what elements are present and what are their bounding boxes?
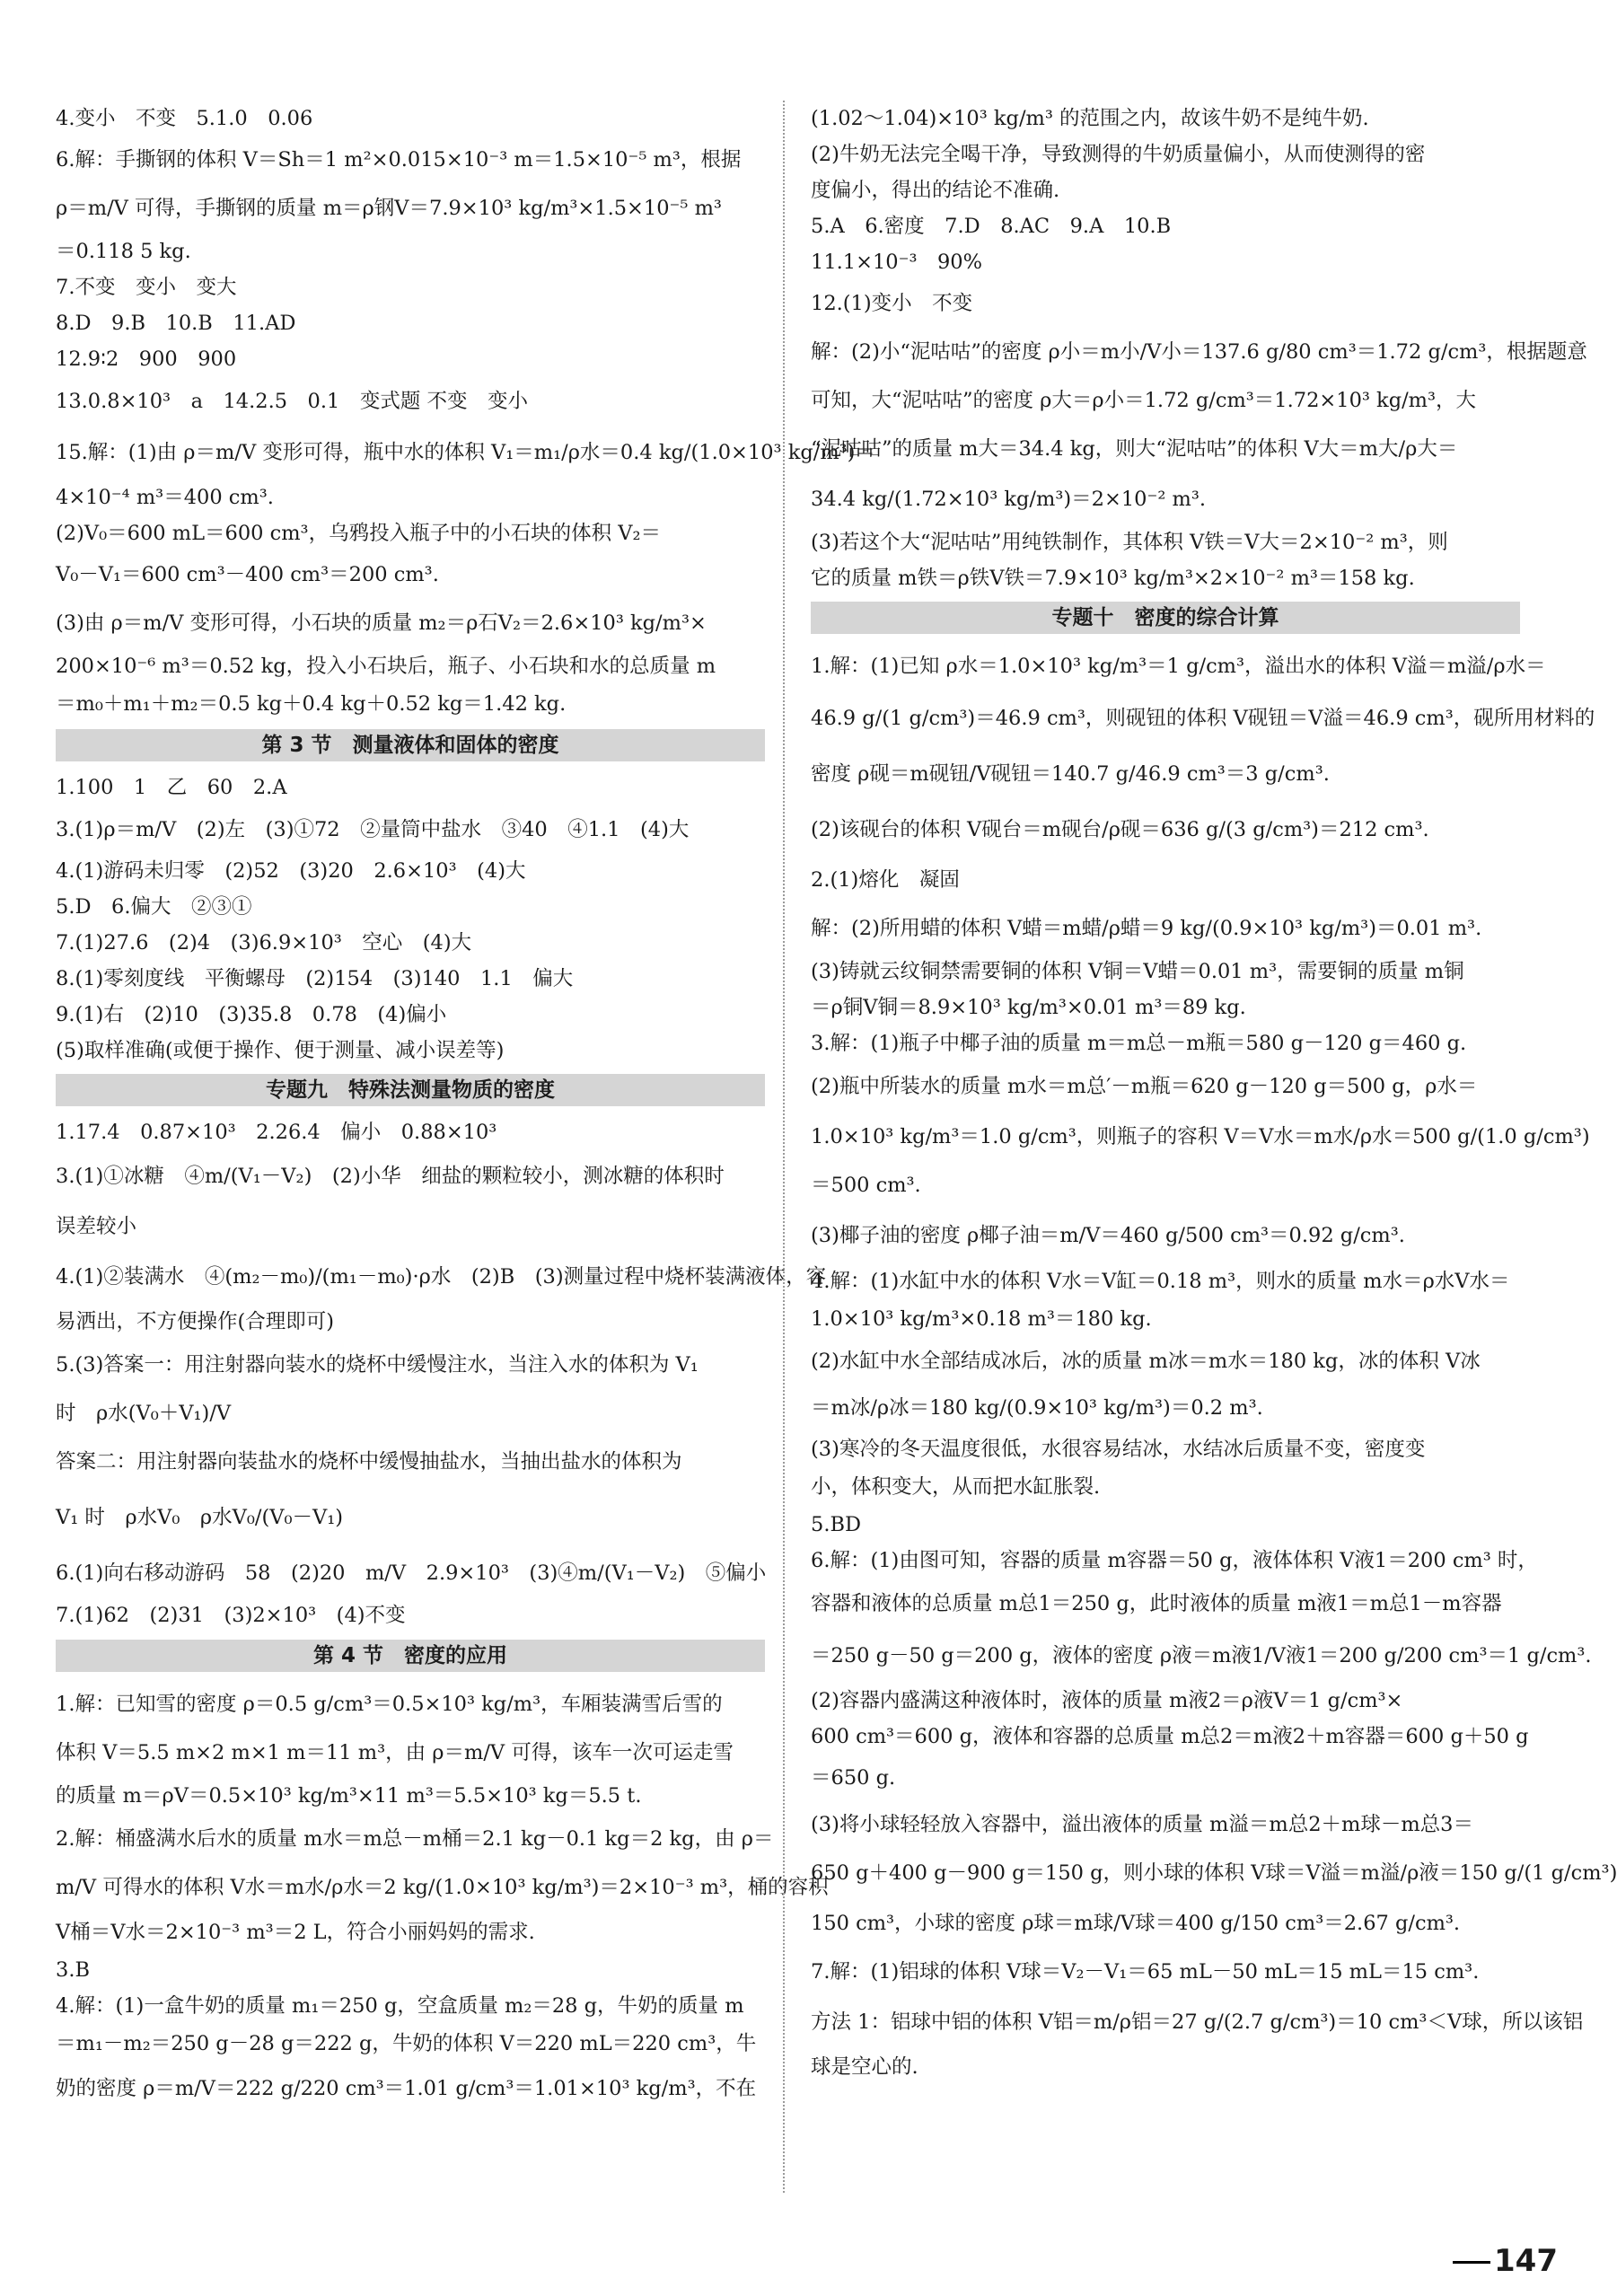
answer-line: 2.解：桶盛满水后水的质量 m水＝m总－m桶＝2.1 kg－0.1 kg＝2 kg，由 ρ＝ — [56, 1827, 774, 1851]
answer-line: (2)容器内盛满这种液体时，液体的质量 m液2＝ρ液V＝1 g/cm³× — [811, 1689, 1403, 1712]
answer-line: 34.4 kg/(1.72×10³ kg/m³)＝2×10⁻² m³. — [811, 488, 1207, 511]
answer-line: (3)椰子油的密度 ρ椰子油＝m/V＝460 g/500 cm³＝0.92 g/cm³. — [811, 1224, 1405, 1247]
answer-line: 3.(1)①冰糖 ④m/(V₁－V₂) (2)小华 细盐的颗粒较小，测冰糖的体积时 — [56, 1165, 725, 1188]
answer-line: 7.(1)27.6 (2)4 (3)6.9×10³ 空心 (4)大 — [56, 931, 472, 954]
answer-line: (3)寒冷的冬天温度很低，水很容易结冰，水结冰后质量不变，密度变 — [811, 1438, 1426, 1461]
answer-line: 8.(1)零刻度线 平衡螺母 (2)154 (3)140 1.1 偏大 — [56, 967, 574, 990]
answer-line: (3)若这个大“泥咕咕”用纯铁制作，其体积 V铁＝V大＝2×10⁻² m³，则 — [811, 531, 1448, 554]
answer-line: 5.(3)答案一：用注射器向装水的烧杯中缓慢注水，当注入水的体积为 V₁ — [56, 1353, 699, 1377]
answer-line: 密度 ρ砚＝m砚钮/V砚钮＝140.7 g/46.9 cm³＝3 g/cm³. — [811, 762, 1330, 786]
answer-line: 6.(1)向右移动游码 58 (2)20 m/V 2.9×10³ (3)④m/(V₁－V₂) ⑤偏小 — [56, 1561, 767, 1585]
answer-line: 1.17.4 0.87×10³ 2.26.4 偏小 0.88×10³ — [56, 1121, 497, 1144]
answer-line: 7.解：(1)铝球的体积 V球＝V₂－V₁＝65 mL－50 mL＝15 mL＝15 cm³. — [811, 1960, 1480, 1984]
answer-line: 11.1×10⁻³ 90% — [811, 251, 982, 274]
answer-line: ＝m₁－m₂＝250 g－28 g＝222 g，牛奶的体积 V＝220 mL＝220 cm³，牛 — [56, 2032, 757, 2055]
answer-line: 46.9 g/(1 g/cm³)＝46.9 cm³，则砚钮的体积 V砚钮＝V溢＝46.9 cm³，砚所用材料的 — [811, 707, 1595, 730]
answer-line: V₀－V₁＝600 cm³－400 cm³＝200 cm³. — [56, 563, 439, 586]
answer-line: 9.(1)右 (2)10 (3)35.8 0.78 (4)偏小 — [56, 1003, 447, 1026]
answer-line: V桶＝V水＝2×10⁻³ m³＝2 L，符合小丽妈妈的需求. — [56, 1921, 535, 1944]
answer-line: 4.(1)游码未归零 (2)52 (3)20 2.6×10³ (4)大 — [56, 859, 526, 883]
answer-line: 4×10⁻⁴ m³＝400 cm³. — [56, 486, 274, 509]
answer-line: (1.02～1.04)×10³ kg/m³ 的范围之内，故该牛奶不是纯牛奶. — [811, 107, 1369, 130]
answer-line: 奶的密度 ρ＝m/V＝222 g/220 cm³＝1.01 g/cm³＝1.01×10³ kg/m³，不在 — [56, 2077, 757, 2100]
answer-line: ＝500 cm³. — [811, 1174, 921, 1197]
page-number: 147 — [1453, 2243, 1558, 2279]
answer-line: 方法 1：铝球中铝的体积 V铝＝m/ρ铝＝27 g/(2.7 g/cm³)＝10 cm³＜V球，所以该铝 — [811, 2010, 1584, 2034]
answer-line: 650 g＋400 g－900 g＝150 g，则小球的体积 V球＝V溢＝m溢/ρ液＝150 g/(1 g/cm³) — [811, 1861, 1617, 1885]
answer-line: 5.D 6.偏大 ②③① — [56, 895, 252, 919]
section-heading: 第 4 节 密度的应用 — [56, 1640, 765, 1672]
answer-line: (3)将小球轻轻放入容器中，溢出液体的质量 m溢＝m总2＋m球－m总3＝ — [811, 1813, 1473, 1836]
answer-line: 3.解：(1)瓶子中椰子油的质量 m＝m总－m瓶＝580 g－120 g＝460 g. — [811, 1032, 1467, 1055]
answer-line: ＝m₀＋m₁＋m₂＝0.5 kg＋0.4 kg＋0.52 kg＝1.42 kg. — [56, 692, 567, 716]
answer-line: V₁ 时 ρ水V₀ ρ水V₀/(V₀－V₁) — [56, 1506, 344, 1529]
answer-line: ＝650 g. — [811, 1766, 896, 1790]
answer-line: 8.D 9.B 10.B 11.AD — [56, 312, 296, 335]
answer-line: 4.解：(1)一盒牛奶的质量 m₁＝250 g，空盒质量 m₂＝28 g，牛奶的质量 m — [56, 1994, 744, 2018]
answer-line: 1.解：已知雪的密度 ρ＝0.5 g/cm³＝0.5×10³ kg/m³，车厢装满雪后雪的 — [56, 1693, 723, 1716]
answer-line: (3)铸就云纹铜禁需要铜的体积 V铜＝V蜡＝0.01 m³，需要铜的质量 m铜 — [811, 960, 1464, 983]
answer-line: 2.(1)熔化 凝固 — [811, 868, 960, 892]
answer-line: (3)由 ρ＝m/V 变形可得，小石块的质量 m₂＝ρ石V₂＝2.6×10³ kg/m³× — [56, 611, 707, 635]
answer-line: 6.解：手撕钢的体积 V＝Sh＝1 m²×0.015×10⁻³ m＝1.5×10⁻⁵ m³，根据 — [56, 148, 742, 172]
answer-line: 4.(1)②装满水 ④(m₂－m₀)/(m₁－m₀)·ρ水 (2)B (3)测量过程中烧杯装满液体，容 — [56, 1265, 827, 1289]
answer-line: (2)牛奶无法完全喝干净，导致测得的牛奶质量偏小，从而使测得的密 — [811, 143, 1426, 166]
answer-line: 4.变小 不变 5.1.0 0.06 — [56, 107, 313, 130]
answer-line: ＝m冰/ρ冰＝180 kg/(0.9×10³ kg/m³)＝0.2 m³. — [811, 1396, 1263, 1420]
answer-line: 12.9∶2 900 900 — [56, 347, 237, 371]
answer-line: 的质量 m＝ρV＝0.5×10³ kg/m³×11 m³＝5.5×10³ kg＝5.5 t. — [56, 1784, 642, 1808]
answer-line: 答案二：用注射器向装盐水的烧杯中缓慢抽盐水，当抽出盐水的体积为 — [56, 1450, 682, 1473]
answer-line: 误差较小 — [56, 1215, 137, 1238]
answer-line: ρ＝m/V 可得，手撕钢的质量 m＝ρ钢V＝7.9×10³ kg/m³×1.5×10⁻⁵ m³ — [56, 197, 722, 220]
answer-line: 6.解：(1)由图可知，容器的质量 m容器＝50 g，液体体积 V液1＝200 cm³ 时， — [811, 1549, 1538, 1572]
answer-line: 1.0×10³ kg/m³＝1.0 g/cm³，则瓶子的容积 V＝V水＝m水/ρ水＝500 g/(1.0 g/cm³) — [811, 1125, 1590, 1148]
answer-line: 容器和液体的总质量 m总1＝250 g，此时液体的质量 m液1＝m总1－m容器 — [811, 1592, 1502, 1615]
answer-line: (2)V₀＝600 mL＝600 cm³，乌鸦投入瓶子中的小石块的体积 V₂＝ — [56, 522, 661, 545]
answer-line: 球是空心的. — [811, 2055, 918, 2079]
answer-line: 1.0×10³ kg/m³×0.18 m³＝180 kg. — [811, 1307, 1152, 1331]
answer-line: (2)水缸中水全部结成冰后，冰的质量 m冰＝m水＝180 kg，冰的体积 V冰 — [811, 1350, 1481, 1373]
answer-line: 3.B — [56, 1958, 91, 1982]
answer-line: 5.BD — [811, 1513, 862, 1536]
answer-line: 200×10⁻⁶ m³＝0.52 kg，投入小石块后，瓶子、小石块和水的总质量 m — [56, 655, 716, 678]
answer-line: 解：(2)所用蜡的体积 V蜡＝m蜡/ρ蜡＝9 kg/(0.9×10³ kg/m³)＝0.01 m³. — [811, 917, 1482, 940]
answer-line: (2)该砚台的体积 V砚台＝m砚台/ρ砚＝636 g/(3 g/cm³)＝212 cm³. — [811, 818, 1429, 841]
answer-line: 1.解：(1)已知 ρ水＝1.0×10³ kg/m³＝1 g/cm³，溢出水的体积 V溢＝m溢/ρ水＝ — [811, 655, 1546, 678]
answer-line: 3.(1)ρ＝m/V (2)左 (3)①72 ②量筒中盐水 ③40 ④1.1 (4)大 — [56, 818, 690, 841]
answer-line: 7.(1)62 (2)31 (3)2×10³ (4)不变 — [56, 1604, 406, 1627]
column-divider — [783, 101, 785, 2193]
section-heading: 第 3 节 测量液体和固体的密度 — [56, 729, 765, 761]
answer-line: 4.解：(1)水缸中水的体积 V水＝V缸＝0.18 m³，则水的质量 m水＝ρ水V水＝ — [811, 1270, 1510, 1293]
answer-line: 时 ρ水(V₀＋V₁)/V — [56, 1402, 232, 1425]
answer-line: 12.(1)变小 不变 — [811, 292, 973, 315]
answer-line: 15.解：(1)由 ρ＝m/V 变形可得，瓶中水的体积 V₁＝m₁/ρ水＝0.4 kg/(1.0×10³ kg/m³)＝ — [56, 441, 875, 464]
answer-line: 体积 V＝5.5 m×2 m×1 m＝11 m³，由 ρ＝m/V 可得，该车一次可运走雪 — [56, 1741, 734, 1764]
answer-line: ＝ρ铜V铜＝8.9×10³ kg/m³×0.01 m³＝89 kg. — [811, 996, 1246, 1019]
answer-line: ＝0.118 5 kg. — [56, 240, 191, 263]
answer-line: 600 cm³＝600 g，液体和容器的总质量 m总2＝m液2＋m容器＝600 g＋50 g — [811, 1725, 1529, 1748]
answer-line: 1.100 1 乙 60 2.A — [56, 776, 287, 799]
right-column — [811, 101, 1617, 2085]
answer-line: (5)取样准确(或便于操作、便于测量、减小误差等) — [56, 1039, 505, 1062]
answer-line: 它的质量 m铁＝ρ铁V铁＝7.9×10³ kg/m³×2×10⁻² m³＝158 kg. — [811, 567, 1415, 590]
answer-line: 150 cm³，小球的密度 ρ球＝m球/V球＝400 g/150 cm³＝2.67 g/cm³. — [811, 1912, 1461, 1935]
answer-line: m/V 可得水的体积 V水＝m水/ρ水＝2 kg/(1.0×10³ kg/m³)＝2×10⁻³ m³，桶的容积 — [56, 1876, 829, 1899]
answer-line: 13.0.8×10³ a 14.2.5 0.1 变式题 不变 变小 — [56, 390, 528, 413]
section-heading: 专题九 特殊法测量物质的密度 — [56, 1074, 765, 1106]
section-heading: 专题十 密度的综合计算 — [811, 602, 1520, 634]
answer-line: 7.不变 变小 变大 — [56, 276, 237, 299]
answer-line: (2)瓶中所装水的质量 m水＝m总′－m瓶＝620 g－120 g＝500 g，ρ水＝ — [811, 1075, 1478, 1098]
answer-line: 度偏小，得出的结论不准确. — [811, 179, 1060, 202]
answer-line: 可知，大“泥咕咕”的密度 ρ大＝ρ小＝1.72 g/cm³＝1.72×10³ kg/m³，大 — [811, 389, 1477, 412]
answer-line: 5.A 6.密度 7.D 8.AC 9.A 10.B — [811, 215, 1172, 238]
answer-line: ＝250 g－50 g＝200 g，液体的密度 ρ液＝m液1/V液1＝200 g/200 cm³＝1 g/cm³. — [811, 1644, 1592, 1667]
answer-line: 易洒出，不方便操作(合理即可) — [56, 1310, 335, 1333]
answer-line: 解：(2)小“泥咕咕”的密度 ρ小＝m小/V小＝137.6 g/80 cm³＝1.72 g/cm³，根据题意 — [811, 340, 1587, 364]
answer-line: “泥咕咕”的质量 m大＝34.4 kg，则大“泥咕咕”的体积 V大＝m大/ρ大＝ — [811, 437, 1458, 461]
answer-line: 小，体积变大，从而把水缸胀裂. — [811, 1475, 1101, 1499]
